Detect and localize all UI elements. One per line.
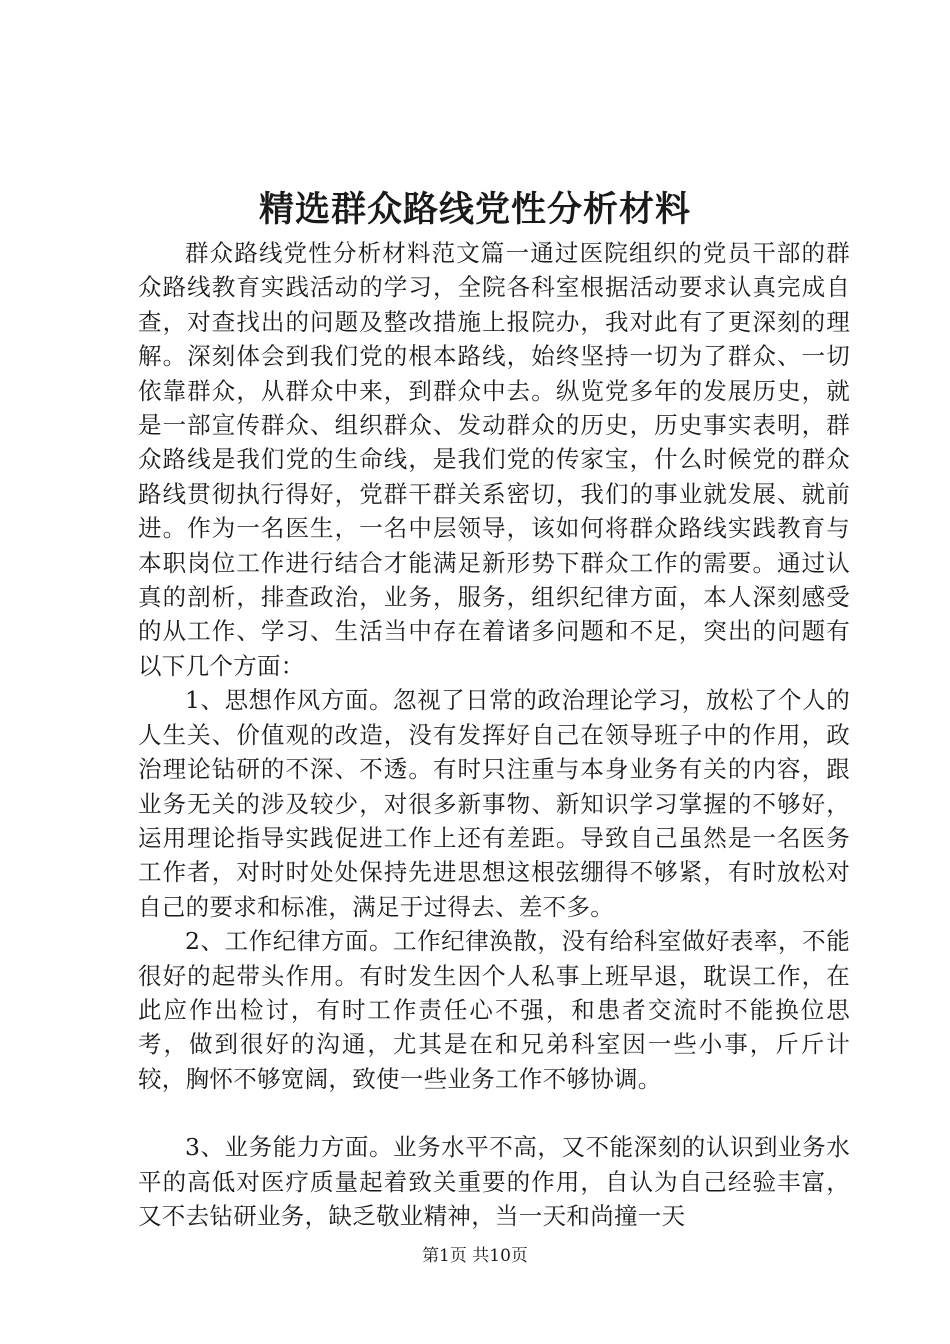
paragraph-ideology: 1、思想作风方面。忽视了日常的政治理论学习，放松了个人的人生关、价值观的改造，没有发挥好自己在领导班子中的作用，政治理论钻研的不深、不透。有时只注重与本身业务有关的内容，跟业务无关的涉及较少，对很多新事物、新知识学习掌握的不够好，运用理论指导实践促进工作上还有差距。导致自己虽然是一名医务工作者，对时时处处保持先进思想这根弦绷得不够紧，有时放松对自己的要求和标准，满足于过得去、差不多。 [138, 686, 850, 921]
page-number-footer: 第1页 共10页 [422, 1246, 528, 1266]
paragraph-ability: 3、业务能力方面。业务水平不高，又不能深刻的认识到业务水平的高低对医疗质量起着致关重要的作用，自认为自己经验丰富，又不去钻研业务，缺乏敬业精神，当一天和尚撞一天 [138, 1133, 850, 1230]
document-body [138, 236, 850, 1233]
document-title: 精选群众路线党性分析材料 [258, 189, 691, 230]
paragraph-discipline: 2、工作纪律方面。工作纪律涣散，没有给科室做好表率，不能很好的起带头作用。有时发生因个人私事上班早退，耽误工作，在此应作出检讨，有时工作责任心不强，和患者交流时不能换位思考，做到很好的沟通，尤其是在和兄弟科室因一些小事，斤斤计较，胸怀不够宽阔，致使一些业务工作不够协调。 [138, 927, 850, 1093]
paragraph-intro: 群众路线党性分析材料范文篇一通过医院组织的党员干部的群众路线教育实践活动的学习，全院各科室根据活动要求认真完成自查，对查找出的问题及整改措施上报院办，我对此有了更深刻的理解。深刻体会到我们党的根本路线，始终坚持一切为了群众、一切依靠群众，从群众中来，到群众中去。纵览党多年的发展历史，就是一部宣传群众、组织群众、发动群众的历史，历史事实表明，群众路线是我们党的生命线，是我们党的传家宝，什么时候党的群众路线贯彻执行得好，党群干群关系密切，我们的事业就发展、就前进。作为一名医生，一名中层领导，该如何将群众路线实践教育与本职岗位工作进行结合才能满足新形势下群众工作的需要。通过认真的剖析，排查政治，业务，服务，组织纪律方面，本人深刻感受的从工作、学习、生活当中存在着诸多问题和不足，突出的问题有以下几个方面： [138, 239, 850, 680]
